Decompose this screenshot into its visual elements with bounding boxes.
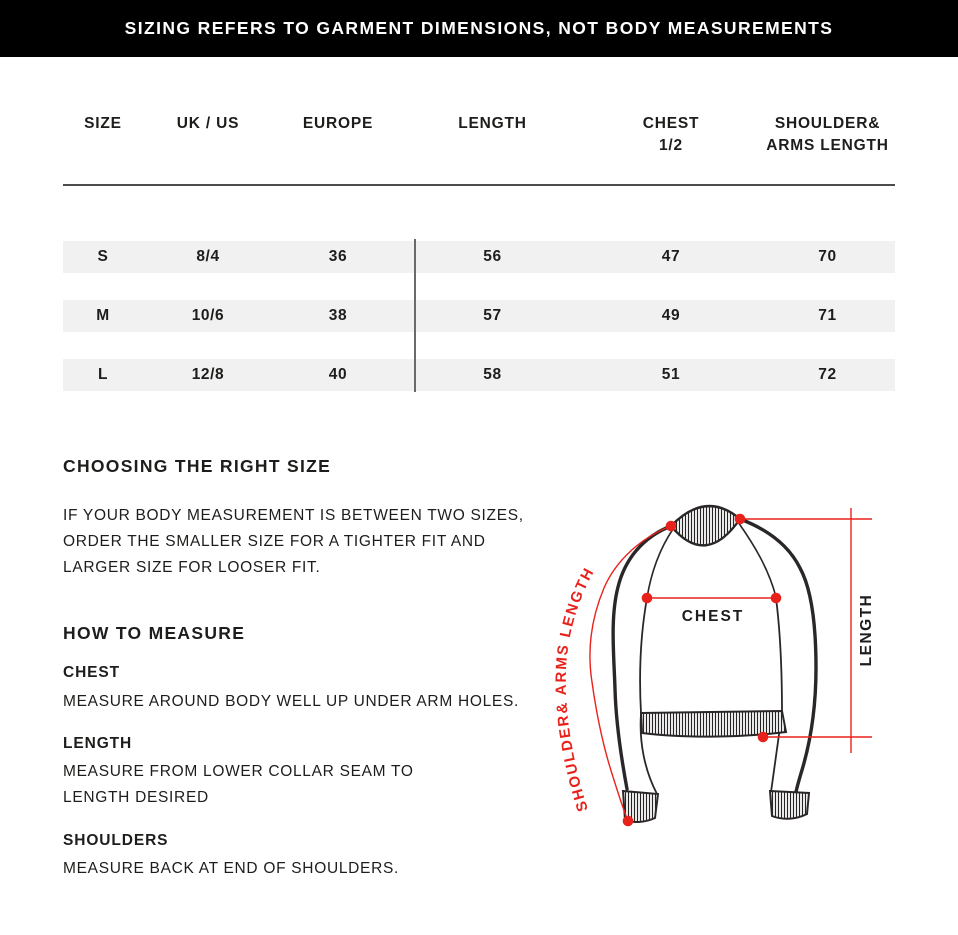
col-header-length: LENGTH bbox=[458, 115, 527, 132]
right-cuff-rib bbox=[770, 791, 809, 819]
cell-europe: 40 bbox=[328, 366, 348, 383]
size-table-header bbox=[63, 113, 895, 157]
cell-shoulder-arms: 70 bbox=[818, 248, 837, 265]
banner-text: SIZING REFERS TO GARMENT DIMENSIONS, NOT BODY MEASUREMENTS bbox=[124, 18, 834, 38]
table-row-l bbox=[63, 359, 895, 391]
table-header-rule bbox=[63, 184, 895, 186]
cell-size: S bbox=[97, 248, 109, 265]
table-row-m bbox=[63, 300, 895, 332]
shoulder-arms-length-label: SHOULDER& ARMS LENGTH bbox=[552, 564, 599, 814]
cell-length: 56 bbox=[483, 248, 502, 265]
shoulder-arms-curve bbox=[590, 526, 671, 821]
cell-uk-us: 12/8 bbox=[191, 366, 225, 383]
length-label: LENGTH bbox=[858, 593, 875, 667]
collar-rib bbox=[671, 506, 740, 545]
cell-europe: 38 bbox=[328, 307, 348, 324]
chest-label: CHEST bbox=[681, 608, 745, 625]
col-header-chest-half: CHEST 1/2 bbox=[642, 115, 700, 154]
choosing-size-heading: CHOOSING THE RIGHT SIZE bbox=[63, 456, 332, 476]
cell-chest-half: 47 bbox=[661, 248, 681, 265]
cell-shoulder-arms: 71 bbox=[818, 307, 837, 324]
cell-uk-us: 8/4 bbox=[196, 248, 220, 265]
table-column-divider bbox=[414, 239, 416, 392]
sweater-outline bbox=[613, 519, 816, 794]
col-header-size: SIZE bbox=[84, 115, 122, 132]
measure-shoulders-label: SHOULDERS bbox=[63, 832, 169, 849]
measurement-dots bbox=[623, 514, 782, 827]
table-row-s bbox=[63, 241, 895, 273]
cell-uk-us: 10/6 bbox=[191, 307, 225, 324]
measure-shoulders-text: MEASURE BACK AT END OF SHOULDERS. bbox=[63, 860, 400, 877]
cell-shoulder-arms: 72 bbox=[818, 366, 837, 383]
sweater-diagram bbox=[540, 480, 958, 935]
choosing-size-body: IF YOUR BODY MEASUREMENT IS BETWEEN TWO SIZES, ORDER THE SMALLER SIZE FOR A TIGHTER FIT AND LARGER SIZE FOR LOOSER FIT. bbox=[63, 507, 524, 576]
banner bbox=[0, 0, 958, 57]
measure-length-label: LENGTH bbox=[63, 735, 133, 752]
cell-chest-half: 51 bbox=[661, 366, 681, 383]
measure-length-text: MEASURE FROM LOWER COLLAR SEAM TO LENGTH DESIRED bbox=[63, 763, 414, 806]
col-header-europe: EUROPE bbox=[302, 115, 374, 132]
cell-size: L bbox=[97, 366, 109, 383]
col-header-shoulder-arms: SHOULDER& ARMS LENGTH bbox=[766, 115, 889, 154]
how-to-measure-heading: HOW TO MEASURE bbox=[63, 623, 246, 643]
measure-chest-label: CHEST bbox=[63, 664, 121, 681]
cell-size: M bbox=[96, 307, 110, 324]
cell-length: 57 bbox=[483, 307, 502, 324]
cell-length: 58 bbox=[483, 366, 502, 383]
col-header-uk-us: UK / US bbox=[176, 115, 240, 132]
cell-chest-half: 49 bbox=[661, 307, 681, 324]
cell-europe: 36 bbox=[328, 248, 348, 265]
measure-chest-text: MEASURE AROUND BODY WELL UP UNDER ARM HOLES. bbox=[63, 693, 519, 710]
